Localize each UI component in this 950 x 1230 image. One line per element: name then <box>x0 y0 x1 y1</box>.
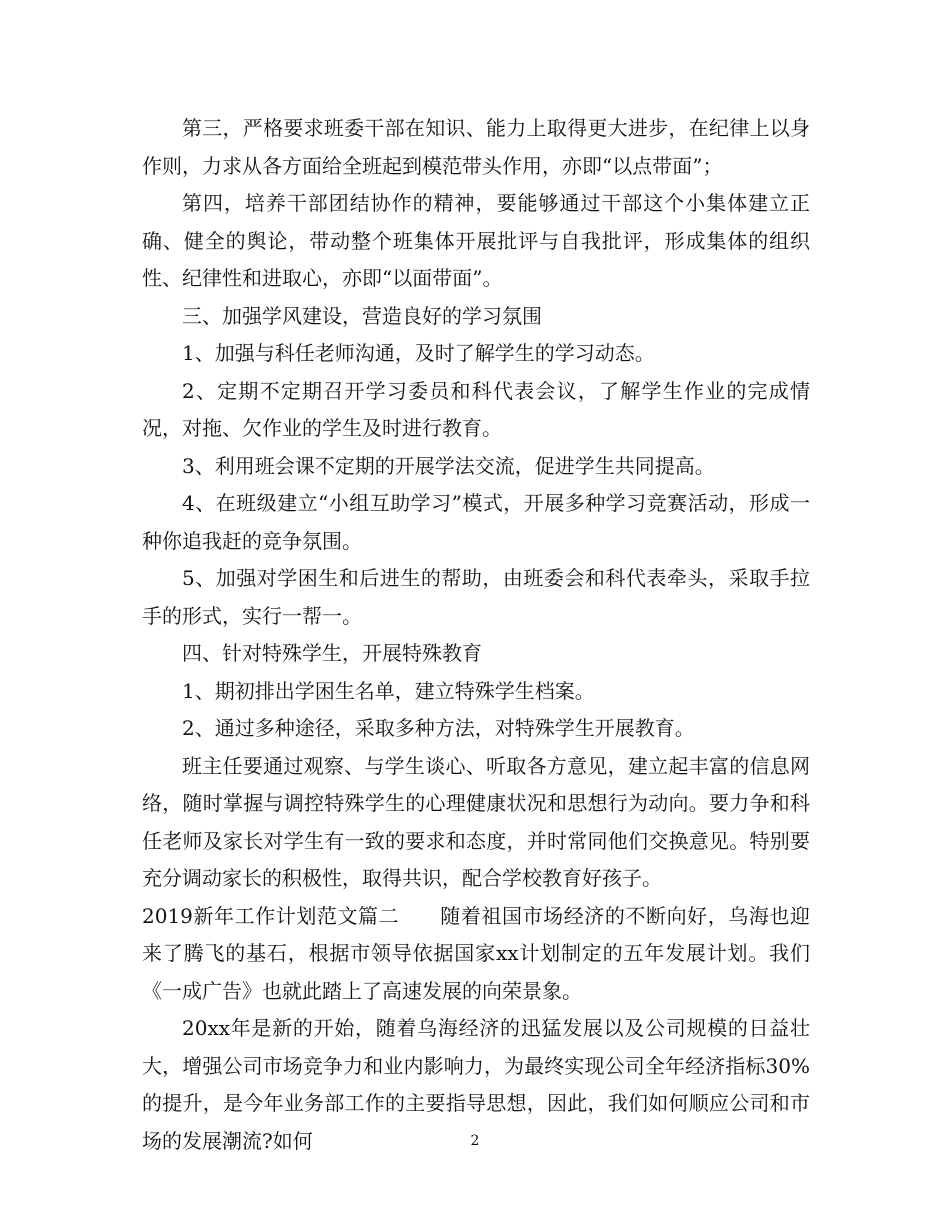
list-item-5: 5、加强对学困生和后进生的帮助，由班委会和科代表牵头，采取手拉手的形式，实行一帮一。 <box>142 566 810 628</box>
paragraph-13: 2019新年工作计划范文篇二 随着祖国市场经济的不断向好，乌海也迎来了腾飞的基石，根据市领导依据国家xx计划制定的五年发展计划。我们《一成广告》也就此踏上了高速发展的向荣景象。 <box>142 903 810 1003</box>
list-item-3: 3、利用班会课不定期的开展学法交流，促进学生共同提高。 <box>182 453 715 478</box>
list-item-4: 4、在班级建立“小组互助学习”模式，开展多种学习竞赛活动，形成一种你追我赶的竞争氛围。 <box>142 491 810 553</box>
section-heading-4: 四、针对特殊学生，开展特殊教育 <box>182 641 482 665</box>
list-item-7: 2、通过多种途径，采取多种方法，对特殊学生开展教育。 <box>182 716 695 740</box>
page-number: 2 <box>470 1133 480 1149</box>
list-item-6: 1、期初排出学困生名单，建立特殊学生档案。 <box>182 678 595 703</box>
section-heading-3: 三、加强学风建设，营造良好的学习氛围 <box>182 303 542 328</box>
paragraph-12: 班主任要通过观察、与学生谈心、听取各方意见，建立起丰富的信息网络，随时掌握与调控特殊学生的心理健康状况和思想行为动向。要力争和科任老师及家长对学生有一致的要求和态度，并时常同他们交换意见。特别要充分调动家长的积极性，取得共识，配合学校教育好孩子。 <box>142 753 810 890</box>
paragraph-14: 20xx年是新的开始，随着乌海经济的迅猛发展以及公司规模的日益壮大，增强公司市场竞争力和业内影响力，为最终实现公司全年经济指标30%的提升，是今年业务部工作的主要指导思想，因此，我们如何顺应公司和市场的发展潮流?如何 <box>142 1016 810 1153</box>
list-item-1: 1、加强与科任老师沟通，及时了解学生的学习动态。 <box>182 341 655 365</box>
list-item-2: 2、定期不定期召开学习委员和科代表会议，了解学生作业的完成情况，对拖、欠作业的学生及时进行教育。 <box>142 378 810 440</box>
document-body <box>142 110 810 1160</box>
paragraph-2: 第四，培养干部团结协作的精神，要能够通过干部这个小集体建立正确、健全的舆论，带动整个班集体开展批评与自我批评，形成集体的组织性、纪律性和进取心，亦即“以面带面”。 <box>142 191 810 290</box>
paragraph-1: 第三，严格要求班委干部在知识、能力上取得更大进步，在纪律上以身作则，力求从各方面给全班起到模范带头作用，亦即“以点带面”； <box>142 116 810 178</box>
